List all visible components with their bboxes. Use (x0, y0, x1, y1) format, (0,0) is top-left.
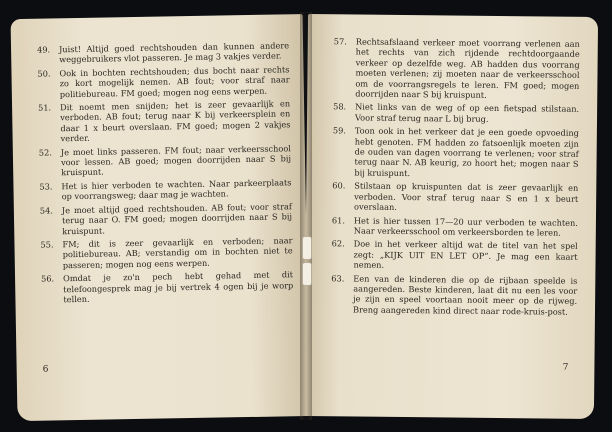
entry-number: 50. (37, 68, 51, 79)
list-item (332, 126, 579, 181)
list-item (40, 201, 293, 237)
list-item (39, 143, 292, 179)
list-item (37, 64, 290, 100)
right-page (304, 14, 598, 419)
entry-number: 59. (332, 125, 346, 136)
entry-number: 60. (332, 180, 346, 191)
list-item (331, 239, 577, 273)
left-page (11, 14, 310, 421)
entry-number: 63. (331, 272, 345, 283)
entry-number: 58. (333, 101, 347, 112)
page-number-right: 7 (562, 362, 569, 373)
entry-number: 62. (331, 238, 345, 249)
entry-number: 53. (39, 181, 53, 192)
entry-number: 56. (40, 273, 55, 284)
entry-text: Niet links van de weg of op een fietspad stilstaan. Voor straf terug naar L bij brug. (354, 101, 580, 124)
list-item (37, 40, 289, 65)
entry-text: Je moet altijd goed rechtshouden. AB fout; voor straf terug naar O. FM goed; mogen doorrijden naar S bij kruispunt. (61, 200, 293, 236)
entry-number: 61. (331, 214, 346, 225)
left-page-entries (37, 40, 294, 305)
list-item (41, 269, 294, 305)
entry-text: Een van de kinderen die op de rijbaan speelde is aangereden. Beste kinderen, laat dit nu een les voor je zijn en speel voortaan nooit meer op de rijweg. Breng aangereden kind direct naar rode-kruis-post. (352, 273, 578, 317)
list-item (40, 235, 293, 271)
entry-text: Stilstaan op kruispunten dat is zeer gevaarlijk en verboden. Voor straf terug naar S en 1 x beurt overslaan. (354, 180, 579, 213)
list-item (333, 36, 580, 101)
right-page-entries (331, 36, 580, 317)
entry-text: FM; dit is zeer gevaarlijk en verboden; naar politiebureau. AB; verstandig om in bochten niet te passeren; mogen nog eens werpen. (62, 235, 293, 270)
staple (302, 236, 312, 260)
entry-text: Toon ook in het verkeer dat je een goede opvoeding hebt genoten. FM hadden zo fatsoenlijk moeten zijn de ouden van dagen voorrang te verlenen; voor straf terug naar N. AB keurig, zo hoort het; mogen naar S bij kruispunt. (354, 125, 579, 178)
entry-text: Het is hier verboden te wachten. Naar parkeerplaats op voorrangsweg; daar mag je wachten. (61, 177, 292, 202)
list-item (333, 102, 579, 125)
entry-text: Je moet links passeren. FM fout; naar verkeersschool voor lessen. AB goed; mogen doorrijden naar S bij kruispunt. (60, 142, 292, 178)
entry-text: Ook in bochten rechtshouden; dus bocht naar rechts zo kort mogelijk nemen. AB fout; voor straf naar politiebureau. FM goed; mogen nog eens werpen. (59, 64, 290, 99)
staple (302, 262, 312, 286)
entry-number: 52. (38, 147, 52, 158)
entry-text: Doe in het verkeer altijd wat de titel van het spel zegt: „KIJK UIT EN LET OP”. Je mag een kaart nemen. (353, 238, 578, 270)
entry-text: Rechtsafslaand verkeer moet voorrang verlenen aan het rechts van zich rijdende rechtdoorgaande verkeer op dezelfde weg. AB hadden dus voorrang moeten verlenen; zij moeten naar de verkeersschool om de voorrangsregels te leren. FM goed; mogen doorrijden naar S bij kruispunt. (355, 36, 580, 100)
entry-number: 49. (36, 44, 51, 55)
entry-text: Dit noemt men snijden; het is zeer gevaarlijk en verboden. AB fout; terug naar K bij verkeersplein en daar 1 x beurt overslaan. FM goed; mogen 2 vakjes verder. (59, 98, 291, 144)
book-gutter (300, 12, 312, 420)
list-item (39, 177, 291, 202)
list-item (38, 98, 291, 144)
entry-text: Juist! Altijd goed rechtshouden dan kunnen andere weggebruikers vlot passeren. Je mag 3 vakjes verder. (58, 40, 290, 65)
entry-text: Het is hier tussen 17—20 uur verboden te wachten. Naar verkeersschool om verkeersborden te leren. (353, 215, 578, 238)
entry-number: 54. (39, 205, 53, 216)
page-number-left: 6 (42, 364, 49, 375)
entry-number: 55. (40, 239, 54, 250)
list-item (332, 181, 578, 215)
entry-number: 51. (37, 102, 52, 113)
list-item (331, 273, 577, 317)
entry-text: Omdat je zo'n pech hebt gehad met dit telefoongesprek mag je bij vertrek 4 ogen bij je worp tellen. (62, 269, 294, 305)
list-item (332, 215, 578, 238)
entry-number: 57. (333, 36, 347, 47)
